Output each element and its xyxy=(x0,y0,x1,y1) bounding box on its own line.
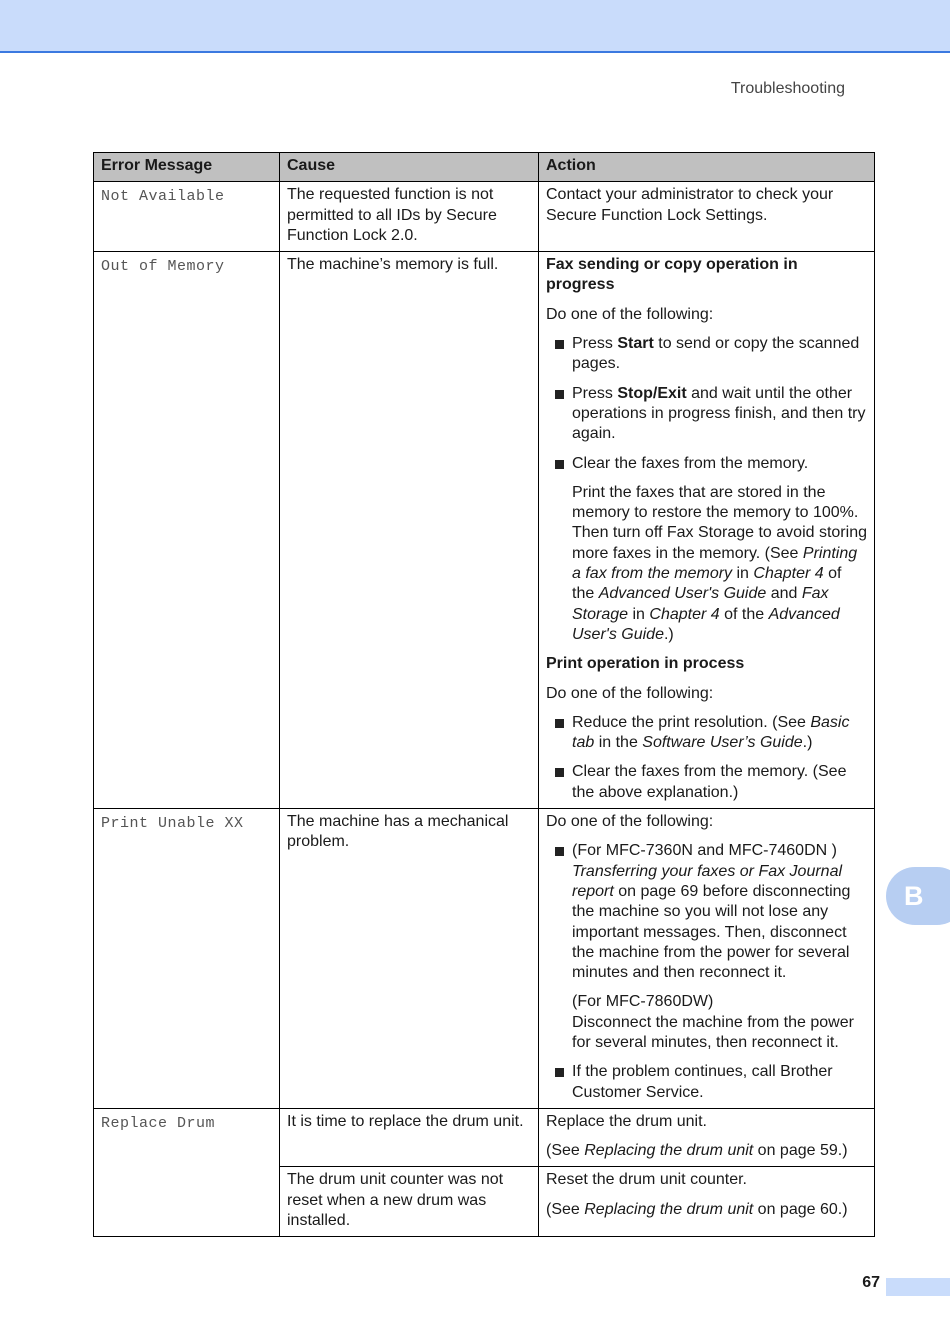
bullet-square-icon xyxy=(555,719,564,728)
bullet-item: Press Stop/Exit and wait until the other operations in progress finish, and then try again. xyxy=(546,384,867,445)
error-message-cell xyxy=(94,809,280,1109)
section-header: Troubleshooting xyxy=(730,80,845,97)
indented-paragraph: (For MFC-7860DW) Disconnect the machine from the power for several minutes, then reconnect it. xyxy=(572,993,854,1051)
table-row xyxy=(94,809,875,1109)
column-header: Action xyxy=(539,153,875,182)
page-number: 67 xyxy=(862,1274,880,1291)
cause-cell: The machine’s memory is full. xyxy=(280,252,539,809)
error-message-cell xyxy=(94,1108,280,1236)
error-message-table xyxy=(93,152,875,1237)
bullet-square-icon xyxy=(555,847,564,856)
bullet-square-icon xyxy=(555,460,564,469)
footer-bar xyxy=(886,1278,950,1296)
action-text: (See Replacing the drum unit on page 59.) xyxy=(546,1142,848,1160)
bullet-item: If the problem continues, call Brother Customer Service. xyxy=(546,1062,867,1103)
action-cell xyxy=(539,809,875,1109)
bullet-square-icon xyxy=(555,768,564,777)
table-row xyxy=(94,1108,875,1167)
action-text: Do one of the following: xyxy=(546,813,714,831)
error-message-cell xyxy=(94,182,280,252)
action-text: (See Replacing the drum unit on page 60.) xyxy=(546,1200,848,1218)
bullet-item: Clear the faxes from the memory. xyxy=(546,454,867,474)
indented-paragraph: Print the faxes that are stored in the memory to restore the memory to 100%. Then turn off Fax Storage to avoid storing more faxes in the memory. (See Printing a fax from the memory in Chapter 4 of the Advanced User's Guide and Fax Storage in Chapter 4 of the Advanced User's Guide.) xyxy=(572,483,867,643)
table-row xyxy=(94,182,875,252)
bullet-square-icon xyxy=(555,1068,564,1077)
table-header-row xyxy=(94,153,875,182)
error-message-cell xyxy=(94,252,280,809)
action-text: Do one of the following: xyxy=(546,684,714,702)
column-header: Cause xyxy=(280,153,539,182)
bullet-item: Press Start to send or copy the scanned pages. xyxy=(546,334,867,375)
action-text: Reset the drum unit counter. xyxy=(546,1171,747,1189)
action-cell xyxy=(539,1167,875,1237)
cause-cell: The requested function is not permitted to all IDs by Secure Function Lock 2.0. xyxy=(280,182,539,252)
top-header-band xyxy=(0,0,950,53)
error-message: Out of Memory xyxy=(101,258,225,276)
action-text: Replace the drum unit. xyxy=(546,1112,707,1130)
bullet-square-icon xyxy=(555,340,564,349)
error-message: Replace Drum xyxy=(101,1114,216,1132)
action-cell xyxy=(539,1108,875,1167)
action-cell: Contact your administrator to check your Secure Function Lock Settings. xyxy=(539,182,875,252)
cause-cell: The machine has a mechanical problem. xyxy=(280,809,539,1109)
cause-cell: It is time to replace the drum unit. xyxy=(280,1108,539,1167)
error-message: Not Available xyxy=(101,188,225,206)
table-row xyxy=(94,252,875,809)
action-heading: Print operation in process xyxy=(546,655,745,673)
bullet-item: (For MFC-7360N and MFC-7460DN ) Transferring your faxes or Fax Journal report on page 69 before disconnecting the machine so you will not lose any important messages. Then, disconnect the machine from the power for several minutes and then reconnect it. xyxy=(546,841,867,983)
chapter-tab: B xyxy=(886,867,950,925)
column-header: Error Message xyxy=(94,153,280,182)
bullet-item: Clear the faxes from the memory. (See the above explanation.) xyxy=(546,762,867,803)
bullet-square-icon xyxy=(555,390,564,399)
error-message: Print Unable XX xyxy=(101,815,244,833)
action-cell xyxy=(539,252,875,809)
bullet-item: Reduce the print resolution. (See Basic tab in the Software User’s Guide.) xyxy=(546,713,867,754)
action-text: Do one of the following: xyxy=(546,305,714,323)
action-heading: Fax sending or copy operation in progress xyxy=(546,256,798,294)
cause-cell: The drum unit counter was not reset when a new drum was installed. xyxy=(280,1167,539,1237)
